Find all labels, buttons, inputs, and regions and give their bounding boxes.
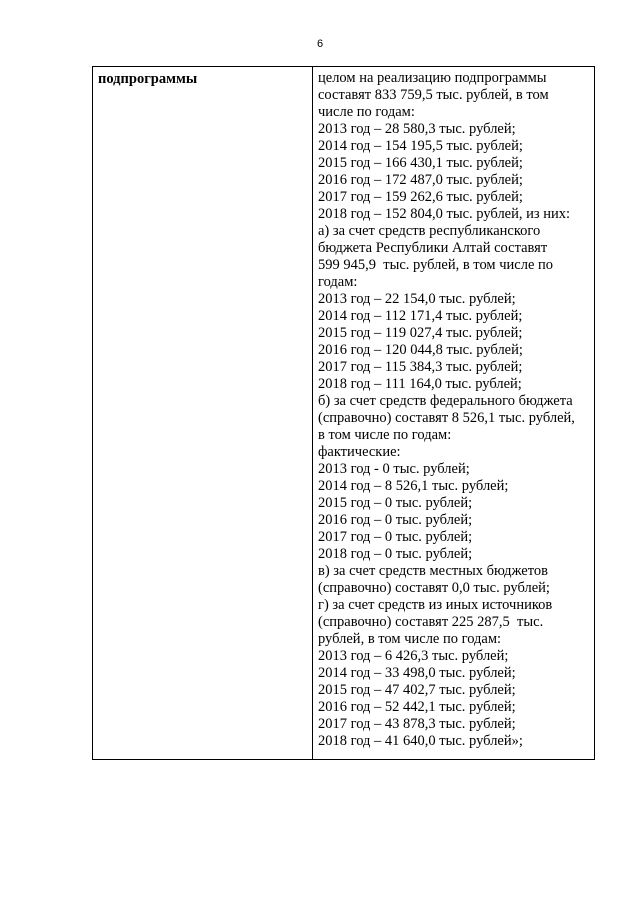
text-line: годам:	[318, 274, 358, 290]
text-line: 2013 год – 28 580,3 тыс. рублей;	[318, 121, 516, 137]
text-line: в) за счет средств местных бюджетов	[318, 563, 548, 579]
text-line: 2017 год – 43 878,3 тыс. рублей;	[318, 716, 516, 732]
text-line: 2013 год - 0 тыс. рублей;	[318, 461, 470, 477]
text-line: целом на реализацию подпрограммы	[318, 70, 547, 86]
text-line: а) за счет средств республиканского	[318, 223, 541, 239]
text-line: (справочно) составят 8 526,1 тыс. рублей,	[318, 410, 575, 426]
text-line: 599 945,9 тыс. рублей, в том числе по	[318, 257, 554, 273]
page-number: 6	[316, 38, 324, 50]
text-line: 2015 год – 47 402,7 тыс. рублей;	[318, 682, 516, 698]
text-line: 2015 год – 0 тыс. рублей;	[318, 495, 473, 511]
text-line: б) за счет средств федерального бюджета	[318, 393, 573, 409]
funding-table	[92, 66, 595, 760]
table-content-cell	[313, 67, 594, 759]
text-line: 2017 год – 159 262,6 тыс. рублей;	[318, 189, 523, 205]
text-line: 2017 год – 0 тыс. рублей;	[318, 529, 473, 545]
text-line: составят 833 759,5 тыс. рублей, в том	[318, 87, 549, 103]
text-line: 2016 год – 172 487,0 тыс. рублей;	[318, 172, 523, 188]
text-line: 2014 год – 154 195,5 тыс. рублей;	[318, 138, 523, 154]
text-line: (справочно) составят 225 287,5 тыс.	[318, 614, 544, 630]
text-line: 2015 год – 119 027,4 тыс. рублей;	[318, 325, 523, 341]
text-line: 2016 год – 52 442,1 тыс. рублей;	[318, 699, 516, 715]
text-line: 2018 год – 111 164,0 тыс. рублей;	[318, 376, 522, 392]
text-line: числе по годам:	[318, 104, 415, 120]
table-label-cell	[93, 67, 313, 759]
text-line: (справочно) составят 0,0 тыс. рублей;	[318, 580, 550, 596]
text-line: 2014 год – 33 498,0 тыс. рублей;	[318, 665, 516, 681]
text-line: 2014 год – 112 171,4 тыс. рублей;	[318, 308, 523, 324]
text-line: рублей, в том числе по годам:	[318, 631, 502, 647]
text-line: 2018 год – 0 тыс. рублей;	[318, 546, 473, 562]
text-line: 2014 год – 8 526,1 тыс. рублей;	[318, 478, 509, 494]
text-line: в том числе по годам:	[318, 427, 452, 443]
text-line: 2016 год – 120 044,8 тыс. рублей;	[318, 342, 523, 358]
text-line: 2013 год – 6 426,3 тыс. рублей;	[318, 648, 509, 664]
text-line: 2016 год – 0 тыс. рублей;	[318, 512, 473, 528]
text-line: 2017 год – 115 384,3 тыс. рублей;	[318, 359, 523, 375]
row-label: подпрограммы	[98, 71, 198, 87]
text-line: 2015 год – 166 430,1 тыс. рублей;	[318, 155, 523, 171]
text-line: 2013 год – 22 154,0 тыс. рублей;	[318, 291, 516, 307]
text-line: бюджета Республики Алтай составят	[318, 240, 548, 256]
text-line: г) за счет средств из иных источников	[318, 597, 553, 613]
text-line: 2018 год – 41 640,0 тыс. рублей»;	[318, 733, 523, 749]
text-line: 2018 год – 152 804,0 тыс. рублей, из них:	[318, 206, 571, 222]
text-line: фактические:	[318, 444, 401, 460]
